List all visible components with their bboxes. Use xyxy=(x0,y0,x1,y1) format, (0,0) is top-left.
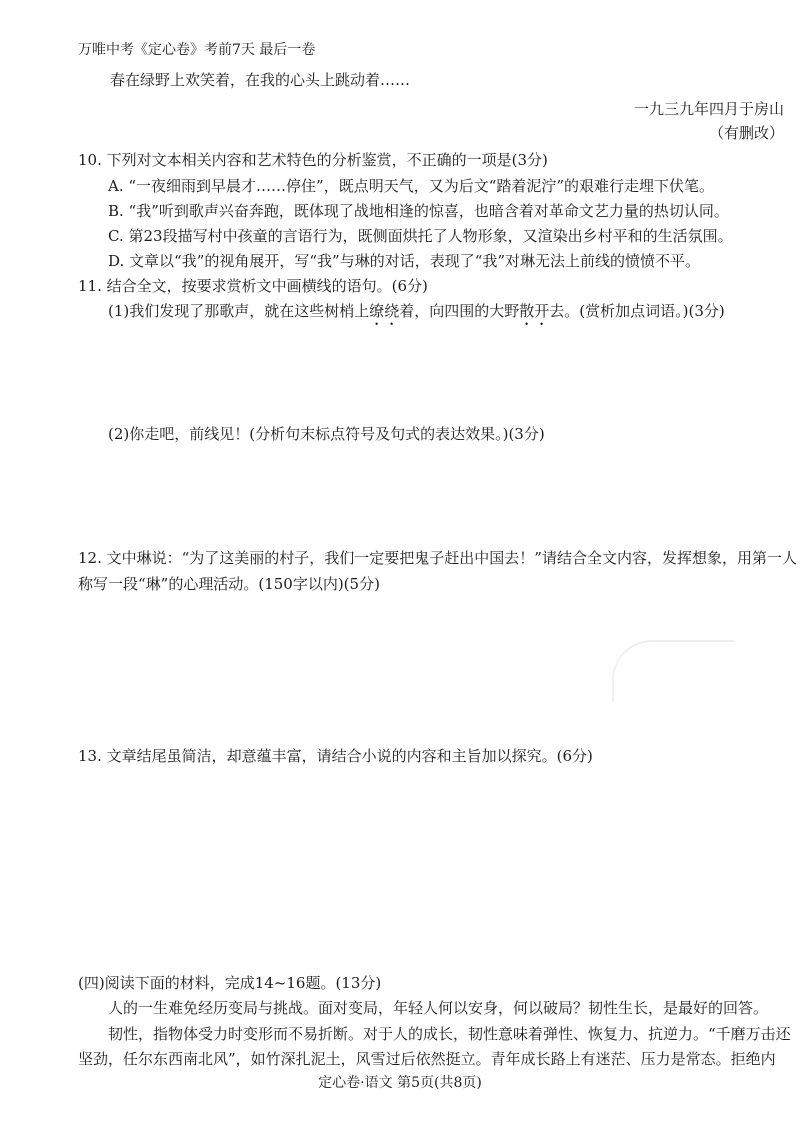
question-10-stem: 10. 下列对文本相关内容和艺术特色的分析鉴赏，不正确的一项是(3分) xyxy=(78,151,548,169)
sub1-prefix: (1)我们发现了那歌声，就在这些树梢上 xyxy=(108,302,370,320)
section-4-paragraph-1: 人的一生难免经历变局与挑战。面对变局，年轻人何以安身，何以破局？韧性生长，是最好的回答。 xyxy=(108,999,769,1017)
date-line: 一九三九年四月于房山 xyxy=(633,100,784,118)
question-11-sub2: (2)你走吧，前线见！(分析句末标点符号及句式的表达效果。)(3分) xyxy=(108,425,545,443)
poem-line: 春在绿野上欢笑着，在我的心头上跳动着…… xyxy=(110,71,411,89)
question-10-option-c: C. 第23段描写村中孩童的言语行为，既侧面烘托了人物形象，又渲染出乡村平和的生活氛围。 xyxy=(108,227,733,245)
question-11-sub1 xyxy=(108,301,725,329)
sub1-mid: 着，向四围的大野 xyxy=(399,302,520,320)
emphasized-word-2: 散开 xyxy=(519,302,550,320)
page-footer: 定心卷·语文 第5页(共8页) xyxy=(318,1075,482,1091)
question-10-option-b: B. “我”听到歌声兴奋奔跑，既体现了战地相逢的惊喜，也暗含着对革命文艺力量的热切认同。 xyxy=(108,202,729,220)
question-10-option-a: A. “一夜细雨到早晨才……停住”，既点明天气，又为后文“踏着泥泞”的艰难行走埋下伏笔。 xyxy=(108,177,715,195)
paper-smudge xyxy=(612,640,734,702)
emphasized-word-1: 缭绕 xyxy=(369,302,400,320)
revision-note: （有删改） xyxy=(708,124,784,142)
section-4-paragraph-2a: 韧性，指物体受力时变形而不易折断。对于人的成长，韧性意味着弹性、恢复力、抗逆力。“千磨万击还 xyxy=(108,1025,791,1043)
section-4-title: (四)阅读下面的材料，完成14~16题。(13分) xyxy=(78,974,382,992)
question-11-stem: 11. 结合全文，按要求赏析文中画横线的语句。(6分) xyxy=(78,277,428,295)
question-12-line1: 12. 文中琳说：“为了这美丽的村子，我们一定要把鬼子赶出中国去！”请结合全文内容，发挥想象，用第一人 xyxy=(78,549,797,567)
section-4-paragraph-2b: 坚劲，任尔东西南北风”，如竹深扎泥土，风雪过后依然挺立。青年成长路上有迷茫、压力是常态。拒绝内 xyxy=(78,1050,776,1068)
sub1-suffix: 去。(赏析加点词语。)(3分) xyxy=(549,302,725,320)
question-10-option-d: D. 文章以“我”的视角展开，写“我”与琳的对话，表现了“我”对琳无法上前线的愤愤不平。 xyxy=(108,252,701,270)
question-12-line2: 称写一段“琳”的心理活动。(150字以内)(5分) xyxy=(78,575,380,593)
page-header: 万唯中考《定心卷》考前7天 最后一卷 xyxy=(78,42,316,58)
question-13: 13. 文章结尾虽简洁，却意蕴丰富，请结合小说的内容和主旨加以探究。(6分) xyxy=(78,747,593,765)
